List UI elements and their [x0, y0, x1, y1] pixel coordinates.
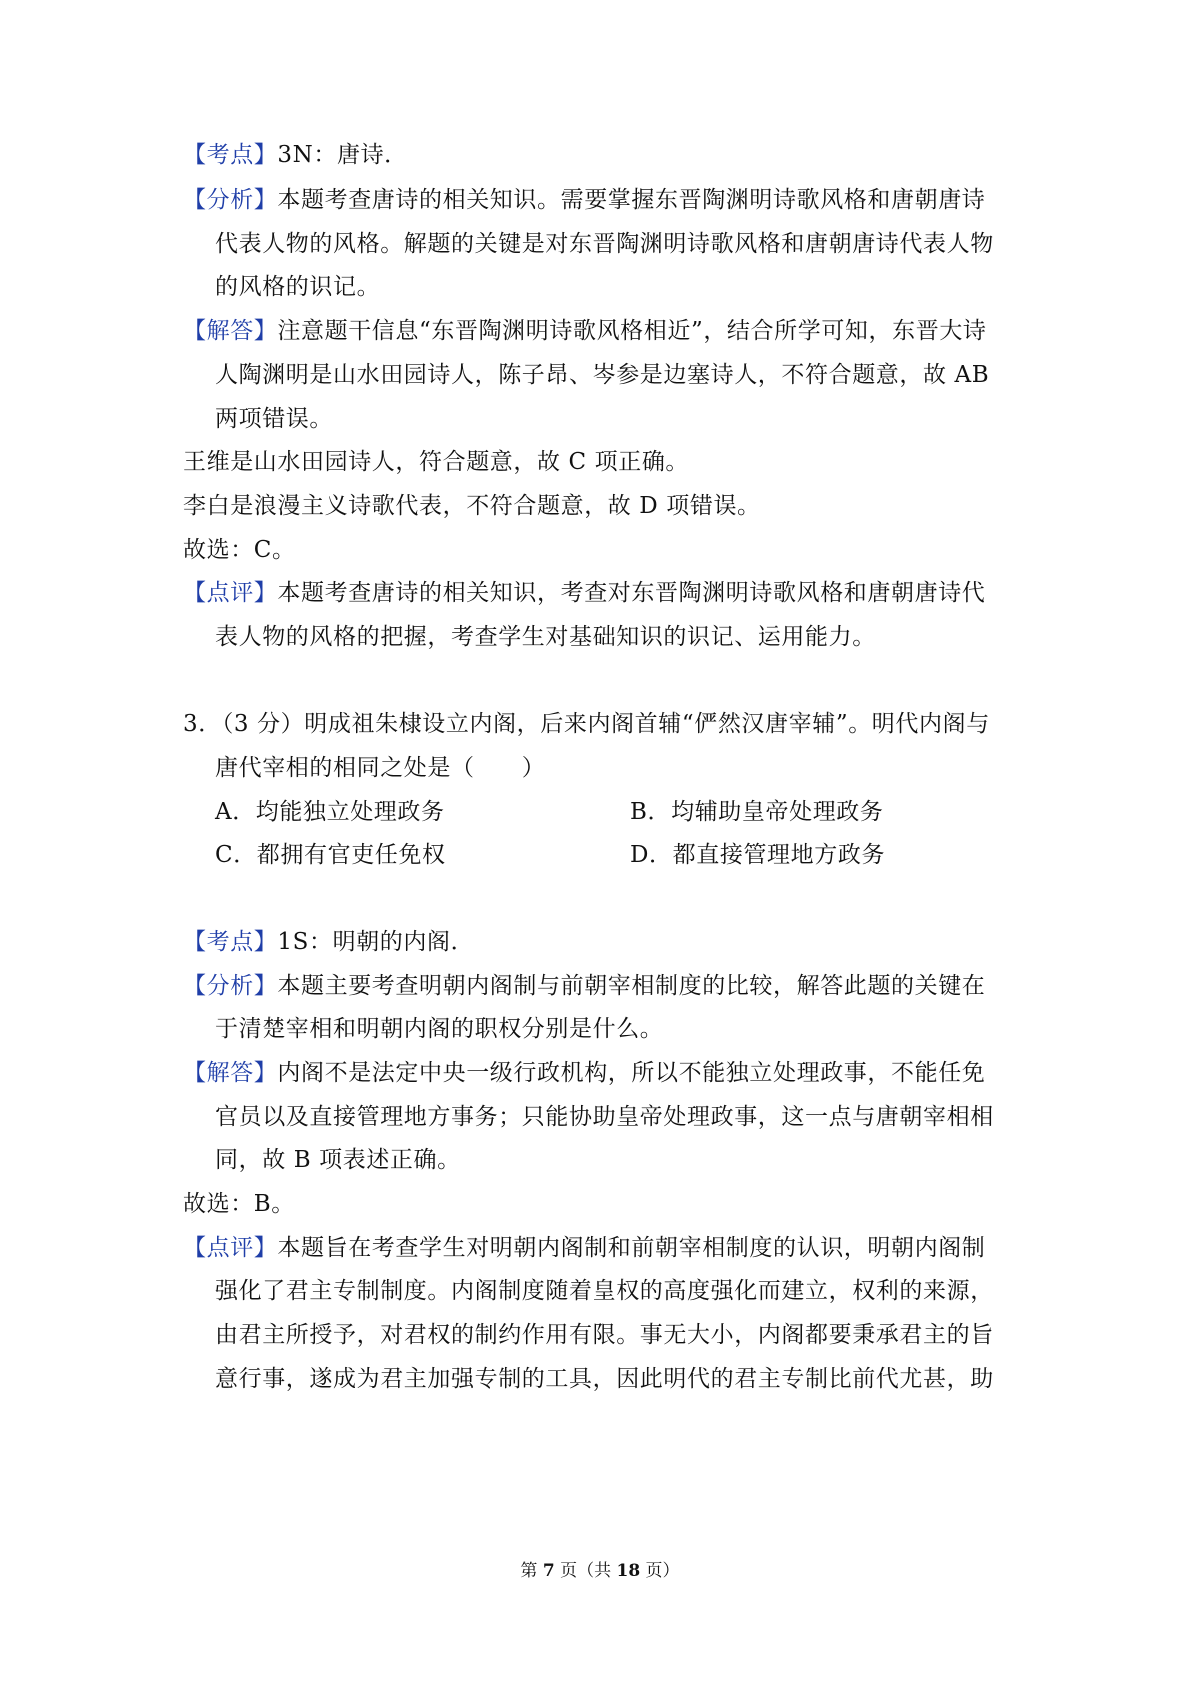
footer-prefix: 第 [520, 1561, 543, 1581]
kaodian-line-2 [183, 927, 474, 957]
dianping-text: 表人物的风格的把握，考查学生对基础知识的识记、运用能力。 [215, 624, 876, 650]
fenxi-text: 于清楚宰相和明朝内阁的职权分别是什么。 [215, 1016, 664, 1042]
answer-text: 故选：B。 [183, 1191, 295, 1217]
question-stem: 3．（3 分）明成祖朱棣设立内阁，后来内阁首辅“俨然汉唐宰辅”。明代内阁与 [183, 711, 990, 737]
jieda-text: 内阁不是法定中央一级行政机构，所以不能独立处理政事，不能任免 [277, 1060, 986, 1086]
dianping-text: 由君主所授予，对君权的制约作用有限。事无大小，内阁都要秉承君主的旨 [215, 1322, 994, 1348]
answer-text: 故选：C。 [183, 537, 296, 563]
page-total: 18 [616, 1561, 641, 1581]
jieda-text: 同，故 B 项表述正确。 [215, 1147, 461, 1173]
footer-middle: 页（共 [554, 1561, 617, 1581]
option-c: C．都拥有官吏任免权 [215, 842, 446, 868]
footer-suffix: 页） [640, 1561, 680, 1581]
dianping-line-2 [183, 1233, 985, 1263]
dianping-text: 意行事，遂成为君主加强专制的工具，因此明代的君主专制比前代尤甚，助 [215, 1366, 994, 1392]
dianping-text: 强化了君主专制制度。内阁制度随着皇权的高度强化而建立，权利的来源， [215, 1278, 994, 1304]
dianping-tag: 【点评】 [183, 1235, 278, 1261]
plain-text: 王维是山水田园诗人，符合题意，故 C 项正确。 [183, 449, 690, 475]
option-d: D．都直接管理地方政务 [630, 842, 886, 868]
jieda-line-1 [183, 316, 987, 346]
dianping-line-1 [183, 578, 985, 608]
dianping-text: 本题旨在考查学生对明朝内阁制和前朝宰相制度的认识，明朝内阁制 [277, 1235, 986, 1261]
kaodian-text: 3N：唐诗． [277, 142, 408, 168]
jieda-line-2 [183, 1058, 985, 1088]
kaodian-line-1 [183, 140, 408, 170]
page-number: 7 [542, 1561, 555, 1581]
dianping-tag: 【点评】 [183, 580, 278, 606]
fenxi-text: 代表人物的风格。解题的关键是对东晋陶渊明诗歌风格和唐朝唐诗代表人物 [215, 231, 994, 257]
jieda-text: 两项错误。 [215, 406, 333, 432]
fenxi-text: 的风格的识记。 [215, 274, 381, 300]
option-a: A．均能独立处理政务 [215, 799, 445, 825]
fenxi-text: 本题考查唐诗的相关知识。需要掌握东晋陶渊明诗歌风格和唐朝唐诗 [277, 187, 986, 213]
fenxi-line-1 [183, 185, 985, 215]
jieda-text: 注意题干信息“东晋陶渊明诗歌风格相近”，结合所学可知，东晋大诗 [277, 318, 987, 344]
jieda-tag: 【解答】 [183, 1060, 278, 1086]
fenxi-tag: 【分析】 [183, 973, 278, 999]
jieda-text: 官员以及直接管理地方事务；只能协助皇帝处理政事，这一点与唐朝宰相相 [215, 1104, 994, 1130]
option-b: B．均辅助皇帝处理政务 [630, 799, 884, 825]
fenxi-tag: 【分析】 [183, 187, 278, 213]
question-stem: 唐代宰相的相同之处是（ ） [215, 755, 546, 781]
dianping-text: 本题考查唐诗的相关知识，考查对东晋陶渊明诗歌风格和唐朝唐诗代 [277, 580, 986, 606]
jieda-tag: 【解答】 [183, 318, 278, 344]
kaodian-tag: 【考点】 [183, 142, 278, 168]
jieda-text: 人陶渊明是山水田园诗人，陈子昂、岑参是边塞诗人，不符合题意，故 AB [215, 362, 990, 388]
kaodian-tag: 【考点】 [183, 929, 278, 955]
fenxi-text: 本题主要考查明朝内阁制与前朝宰相制度的比较，解答此题的关键在 [277, 973, 986, 999]
plain-text: 李白是浪漫主义诗歌代表，不符合题意，故 D 项错误。 [183, 493, 761, 519]
page-footer [0, 1560, 1200, 1582]
fenxi-line-2 [183, 971, 985, 1001]
kaodian-text: 1S：明朝的内阁． [277, 929, 475, 955]
